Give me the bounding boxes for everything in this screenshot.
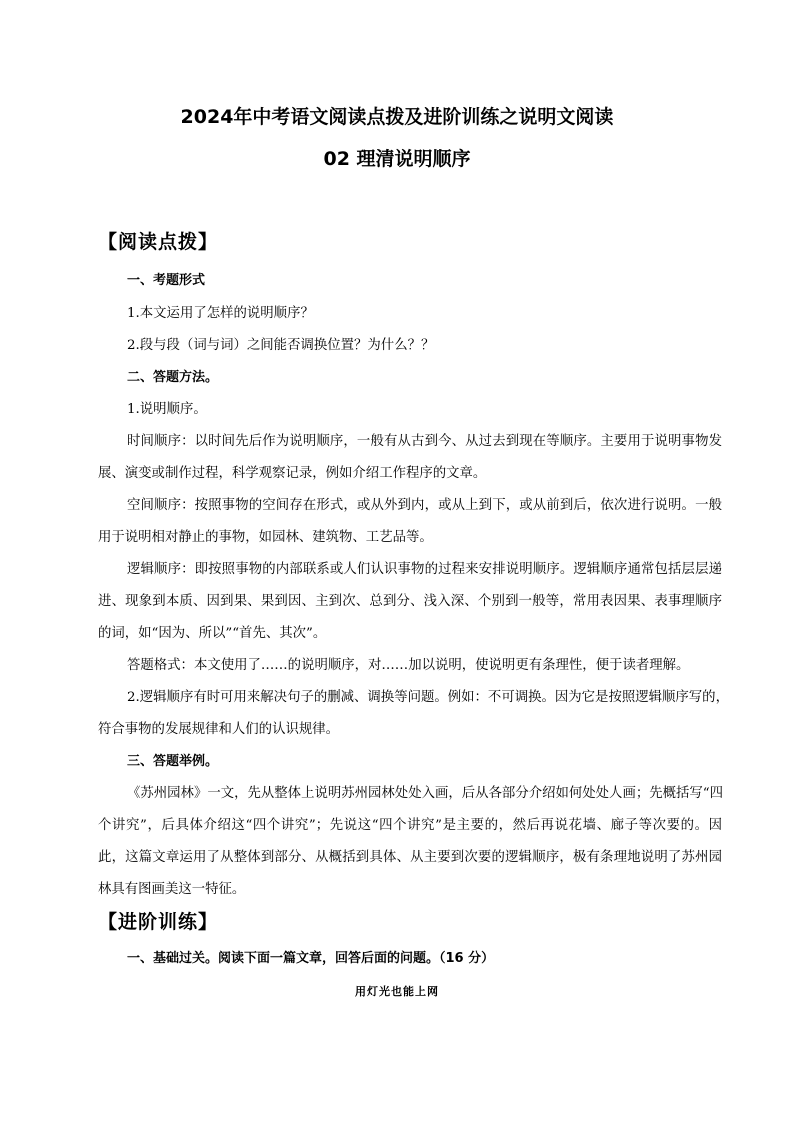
- answer-method-item-1: 1.说明顺序。: [127, 402, 207, 417]
- space-order-paragraph: 空间顺序：按照事物的空间存在形式，或从外到内，或从上到下，或从前到后，依次进行说明。一般: [127, 498, 722, 513]
- answer-format: 答题格式：本文使用了……的说明顺序，对……加以说明，使说明更有条理性，便于读者理解。: [127, 658, 690, 673]
- example-paragraph-line-3: 此，这篇文章运用了从整体到部分、从概括到具体、从主要到次要的逻辑顺序，极有条理地说明了苏州园: [98, 850, 722, 865]
- document-subtitle: 02 理清说明顺序: [323, 148, 471, 170]
- question-form-item-1: 1.本文运用了怎样的说明顺序？: [127, 306, 314, 321]
- example-paragraph: 《苏州园林》一文，先从整体上说明苏州园林处处入画，后从各部分介绍如何处处人画；先概括写“四: [127, 786, 724, 801]
- training-task-title: 一、基础过关。阅读下面一篇文章，回答后面的问题。（16 分）: [127, 951, 495, 966]
- answer-method-title: 二、答题方法。: [127, 370, 219, 385]
- time-order-paragraph: 时间顺序：以时间先后作为说明顺序，一般有从古到今、从过去到现在等顺序。主要用于说明事物发: [127, 434, 722, 449]
- answer-method-item-2: 2.逻辑顺序有时可用来解决句子的删减、调换等问题。例如：不可调换。因为它是按照逻辑顺序写的，: [127, 690, 729, 705]
- logic-order-paragraph-end: 的词，如“因为、所以”“首先、其次”。: [98, 626, 327, 641]
- question-form-title: 一、考题形式: [127, 273, 206, 288]
- time-order-paragraph-cont: 展、演变或制作过程，科学观察记录，例如介绍工作程序的文章。: [98, 466, 487, 481]
- example-paragraph-line-4: 林具有图画美这一特征。: [98, 882, 246, 897]
- advanced-training-heading: 【进阶训练】: [98, 911, 219, 933]
- example-paragraph-line-2: 个讲究”，后具体介绍这“四个讲究”；先说这“四个讲究”是主要的，然后再说花墙、廊子等次要的。因: [98, 818, 722, 833]
- logic-order-paragraph-cont: 进、现象到本质、因到果、果到因、主到次、总到分、浅入深、个别到一般等，常用表因果、表事理顺序: [98, 594, 722, 609]
- question-form-item-2: 2.段与段（词与词）之间能否调换位置？为什么？？: [127, 338, 435, 353]
- document-title: 2024年中考语文阅读点拨及进阶训练之说明文阅读: [180, 106, 614, 128]
- answer-example-title: 三、答题举例。: [127, 754, 219, 769]
- answer-method-item-2-cont: 符合事物的发展规律和人们的认识规律。: [98, 722, 340, 737]
- space-order-paragraph-cont: 用于说明相对静止的事物，如园林、建筑物、工艺品等。: [98, 530, 433, 545]
- reading-guide-heading: 【阅读点拨】: [98, 231, 219, 253]
- logic-order-paragraph: 逻辑顺序：即按照事物的内部联系或人们认识事物的过程来安排说明顺序。逻辑顺序通常包括层层递: [127, 562, 722, 577]
- article-title: 用灯光也能上网: [355, 985, 439, 998]
